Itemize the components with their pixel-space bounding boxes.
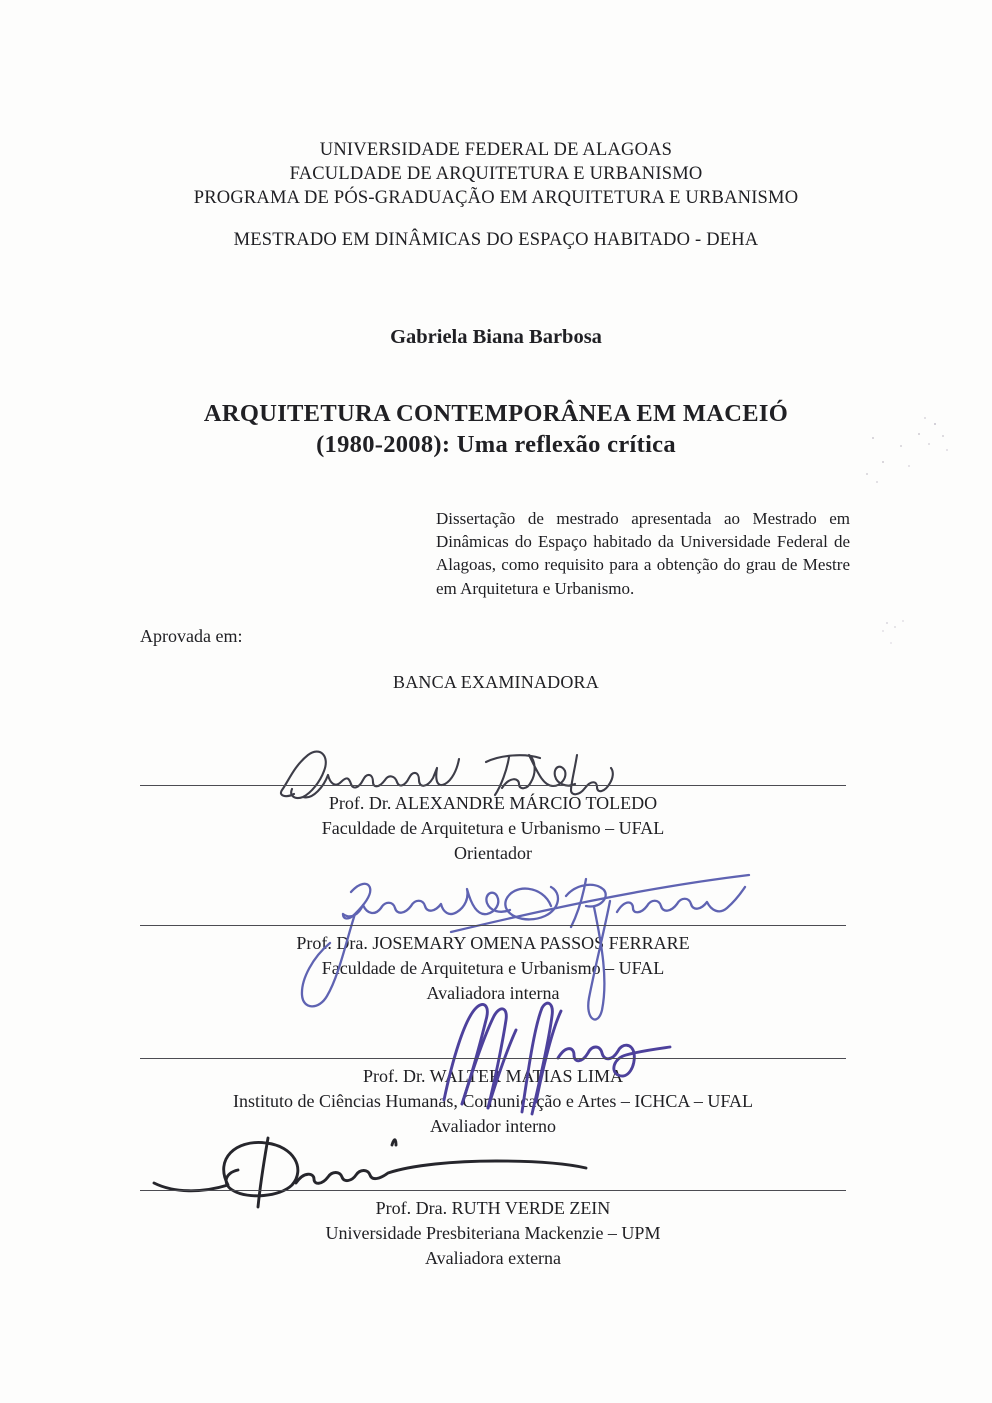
signature-line xyxy=(140,1058,846,1059)
signature-line xyxy=(140,925,846,926)
institution-line-2: FACULDADE DE ARQUITETURA E URBANISMO xyxy=(289,164,703,184)
committee-member-block-3 xyxy=(140,1058,846,1139)
author-name: Gabriela Biana Barbosa xyxy=(390,326,602,348)
thesis-title xyxy=(0,398,992,460)
thesis-title-line-2: (1980-2008): Uma reflexão crítica xyxy=(316,431,676,458)
presentation-note: Dissertação de mestrado apresentada ao Mestrado em Dinâmicas do Espaço habitado da Universidade Federal de Alagoas, como requisito para a obtenção do grau de Mestre em Arquitetura e Urbanismo. xyxy=(436,509,850,598)
program-name: MESTRADO EM DINÂMICAS DO ESPAÇO HABITADO - DEHA xyxy=(233,230,759,250)
member-role: Orientador xyxy=(454,843,532,863)
approved-on-label: Aprovada em: xyxy=(140,626,243,646)
member-affiliation: Universidade Presbiteriana Mackenzie – UPM xyxy=(325,1223,661,1243)
scan-noise-speckle xyxy=(886,622,888,624)
member-name: Prof. Dr. WALTER MATIAS LIMA xyxy=(362,1066,623,1086)
member-affiliation: Instituto de Ciências Humanas, Comunicação e Artes – ICHCA – UFAL xyxy=(232,1091,754,1111)
committee-member-block-4 xyxy=(140,1190,846,1271)
member-affiliation: Faculdade de Arquitetura e Urbanismo – UFAL xyxy=(321,958,665,978)
member-role: Avaliadora interna xyxy=(426,983,560,1003)
institution-line-3: PROGRAMA DE PÓS-GRADUAÇÃO EM ARQUITETURA E URBANISMO xyxy=(193,188,799,208)
committee-member-block-2 xyxy=(140,925,846,1006)
institution-line-1: UNIVERSIDADE FEDERAL DE ALAGOAS xyxy=(319,140,673,160)
member-role: Avaliadora externa xyxy=(424,1248,562,1268)
member-affiliation: Faculdade de Arquitetura e Urbanismo – UFAL xyxy=(321,818,665,838)
member-name: Prof. Dra. RUTH VERDE ZEIN xyxy=(375,1198,611,1218)
signature-line xyxy=(140,785,846,786)
scan-noise-speckle xyxy=(872,437,874,439)
institution-header xyxy=(0,138,992,210)
member-role: Avaliador interno xyxy=(429,1116,557,1136)
committee-heading: BANCA EXAMINADORA xyxy=(393,672,599,692)
member-name: Prof. Dr. ALEXANDRE MÁRCIO TOLEDO xyxy=(328,793,658,813)
committee-member-block-1 xyxy=(140,785,846,866)
thesis-title-line-1: ARQUITETURA CONTEMPORÂNEA EM MACEIÓ xyxy=(203,400,789,427)
member-name: Prof. Dra. JOSEMARY OMENA PASSOS FERRARE xyxy=(296,933,690,953)
signature-line xyxy=(140,1190,846,1191)
